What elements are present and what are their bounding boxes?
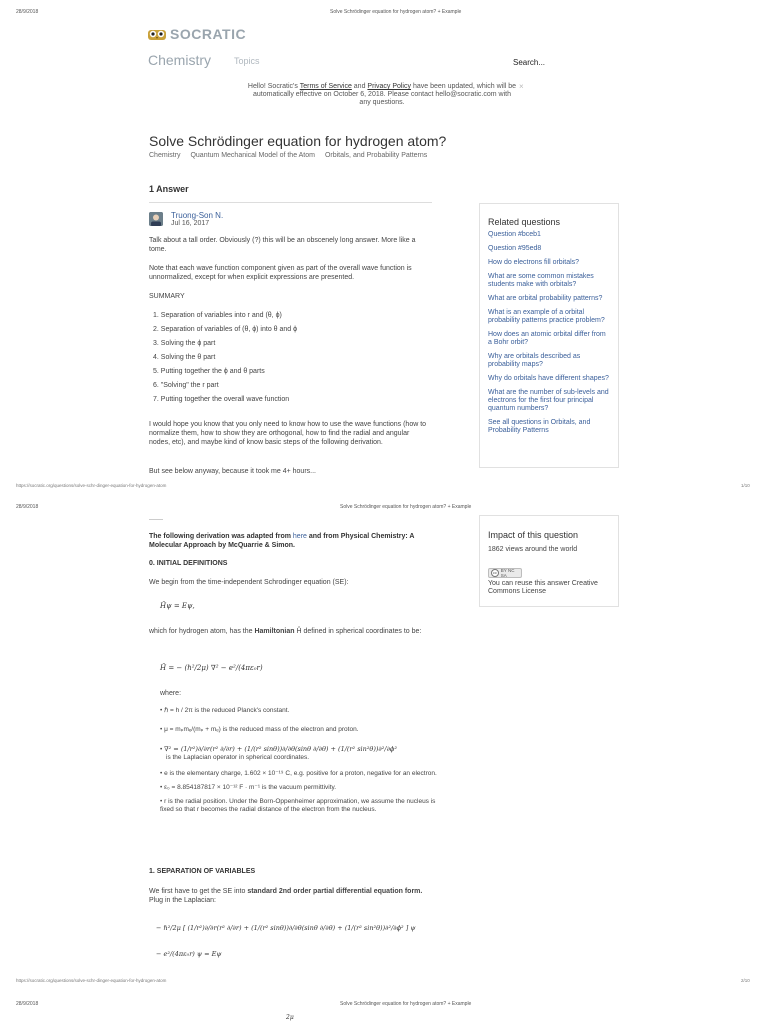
equation-laplacian-se: − ℏ²/2μ [ (1/r²)∂/∂r(r² ∂/∂r) + (1/(r² sinθ))∂/∂θ(sinθ ∂/∂θ) + (1/(r² sin²θ))∂²/∂ϕ² ] ψ <box>156 924 416 932</box>
bullet-text: μ = mₚmₑ/(mₚ + mₑ) is the reduced mass of the electron and proton. <box>164 726 359 733</box>
logo-text: SOCRATIC <box>170 26 247 42</box>
owl-logo-icon <box>148 28 166 40</box>
list-item: 7. Putting together the overall wave function <box>153 396 290 403</box>
crumb-chemistry[interactable]: Chemistry <box>149 152 181 159</box>
list-item: 3. Solving the ϕ part <box>153 340 216 347</box>
answer-paragraph-2: Note that each wave function component given as part of the overall wave function is unnormalized, except for when explicit expressions are presented. <box>149 265 412 281</box>
definition-list <box>160 707 440 814</box>
license-text: You can reuse this answer Creative Commons License <box>488 580 598 595</box>
print-date-3: 28/9/2018 <box>16 1001 39 1007</box>
notice-pre: Hello! Socratic's <box>247 83 300 90</box>
page-number-1: 1/10 <box>741 483 750 488</box>
list-item: 6. "Solving" the r part <box>153 382 219 389</box>
list-item <box>160 754 440 762</box>
hamiltonian-text <box>149 627 432 636</box>
list-item: 4. Solving the θ part <box>153 354 216 361</box>
print-url: https://socratic.org/questions/solve-schr-dinger-equation-for-hydrogen-atom <box>16 483 167 488</box>
here-link[interactable]: here <box>292 533 307 540</box>
list-item: 1. Separation of variables into r and (θ, ϕ) <box>153 312 282 319</box>
answer-date: Jul 16, 2017 <box>171 220 210 227</box>
related-title: Related questions <box>488 217 561 227</box>
section-1-text <box>149 887 432 905</box>
ham-post: Ĥ defined in spherical coordinates to be: <box>294 628 422 635</box>
terms-link[interactable]: Terms of Service <box>299 83 352 90</box>
answer-count: 1 Answer <box>149 184 189 194</box>
notice-and: and <box>351 83 368 90</box>
list-item: • μ = mₚmₑ/(mₚ + mₑ) is the reduced mass of the electron and proton. <box>160 726 359 733</box>
terms-notice <box>247 83 517 107</box>
where-label: where: <box>160 690 182 697</box>
page3-snippet: 2μ <box>286 1014 294 1021</box>
related-link[interactable]: Question #bceb1 <box>488 231 541 238</box>
section-0-heading: 0. INITIAL DEFINITIONS <box>149 560 228 567</box>
sec1-pre: We first have to get the SE into <box>149 888 248 895</box>
print-url-2: https://socratic.org/questions/solve-schr-dinger-equation-for-hydrogen-atom <box>16 978 167 983</box>
crumb-orbitals[interactable]: Orbitals, and Probability Patterns <box>324 152 428 159</box>
subject-link[interactable]: Chemistry <box>148 52 212 68</box>
impact-panel <box>479 515 619 607</box>
bullet-text: e is the elementary charge, 1.602 × 10⁻¹⁹ C, e.g. positive for a proton, negative for an electron. <box>164 770 437 777</box>
section-1-heading: 1. SEPARATION OF VARIABLES <box>149 868 256 875</box>
ham-bold: Hamiltonian <box>254 628 295 635</box>
divider <box>149 202 432 203</box>
list-item: • ℏ = h / 2π is the reduced Planck's constant. <box>160 707 290 714</box>
print-page-title-2: Solve Schrödinger equation for hydrogen atom? + Example <box>340 504 472 510</box>
adapted-note <box>149 532 432 550</box>
author-name[interactable]: Truong-Son N. <box>171 211 224 220</box>
badge-text: BY NC SA <box>500 568 515 578</box>
avatar[interactable] <box>149 212 163 226</box>
summary-heading: SUMMARY <box>149 293 185 300</box>
answer-paragraph-3: I would hope you know that you only need to know how to use the wave functions (how to normalize them, how to show they are orthogonal, how to find the radial and angular nodes, etc), and maybe kind of know basic steps of the following derivation. <box>149 421 427 446</box>
related-link[interactable]: Why do orbitals have different shapes? <box>488 375 609 382</box>
list-item: 2. Separation of variables of (θ, ϕ) into θ and ϕ <box>153 326 298 333</box>
print-page-title: Solve Schrödinger equation for hydrogen atom? + Example <box>330 9 462 15</box>
crumb-quantum-model[interactable]: Quantum Mechanical Model of the Atom <box>190 152 315 159</box>
list-item: • ε₀ = 8.854187817 × 10⁻¹² F · m⁻¹ is the vacuum permittivity. <box>160 784 337 791</box>
page-title: Solve Schrödinger equation for hydrogen atom? <box>149 133 447 149</box>
list-item: • r is the radial position. Under the Born-Oppenheimer approximation, we assume the nucleus is fixed so that r becomes the radial distance of the electron from the nucleus. <box>160 798 436 813</box>
bullet-text: is the Laplacian operator in spherical coordinates. <box>166 754 310 761</box>
ham-pre: which for hydrogen atom, has the <box>149 628 255 635</box>
answer-paragraph-4: But see below anyway, because it took me 4+ hours... <box>149 468 316 475</box>
related-questions-panel <box>479 203 619 468</box>
equation-laplacian-se-2: − e²/(4πε₀r) ψ = Eψ <box>156 950 222 958</box>
page-number-2: 2/10 <box>741 978 750 983</box>
bullet-text: r is the radial position. Under the Born-Oppenheimer approximation, we assume the nucleus is fixed so that r becomes the radial distance of the electron from the nucleus. <box>160 798 436 813</box>
notice-post: have been updated, which will be automatically effective on October 6, 2018. Please contact hello@socratic.com with any questions. <box>253 83 517 106</box>
answer-paragraph-1: Talk about a tall order. Obviously (?) this will be an obscenely long answer. More like a tome. <box>149 237 416 253</box>
sec1-bold: standard 2nd order partial differential equation form. <box>247 888 423 895</box>
list-item: 5. Putting together the ϕ and θ parts <box>153 368 265 375</box>
sec1-post: Plug in the Laplacian: <box>149 897 216 904</box>
related-link[interactable]: How does an atomic orbital differ from a Bohr orbit? <box>488 331 606 346</box>
print-date: 28/9/2018 <box>16 9 39 15</box>
list-item: • ∇² = (1/r²)∂/∂r(r² ∂/∂r) + (1/(r² sinθ))∂/∂θ(sinθ ∂/∂θ) + (1/(r² sin²θ))∂²/∂ϕ² <box>160 745 397 753</box>
adapted-pre: The following derivation was adapted from <box>149 533 293 540</box>
cc-icon: cc <box>492 570 497 575</box>
bullet-text: ε₀ = 8.854187817 × 10⁻¹² F · m⁻¹ is the vacuum permittivity. <box>164 784 337 791</box>
related-link[interactable]: Why are orbitals described as probability maps? <box>488 353 581 368</box>
section-0-text: We begin from the time-independent Schrodinger equation (SE): <box>149 579 349 586</box>
related-link[interactable]: What are some common mistakes students make with orbitals? <box>488 273 594 288</box>
privacy-link[interactable]: Privacy Policy <box>367 83 411 90</box>
topics-link[interactable]: Topics <box>234 56 260 66</box>
summary-list <box>153 309 433 407</box>
equation-se: Ĥψ = Eψ, <box>160 602 195 610</box>
search-input[interactable]: Search... <box>513 58 546 67</box>
socratic-logo[interactable] <box>148 26 246 42</box>
related-link[interactable]: What are orbital probability patterns? <box>488 295 603 302</box>
list-item: • e is the elementary charge, 1.602 × 10⁻¹⁹ C, e.g. positive for a proton, negative for an electron. <box>160 770 437 777</box>
adapted-post: and from Physical Chemistry: A Molecular Approach by McQuarrie & Simon. <box>149 533 415 549</box>
related-link[interactable]: How do electrons fill orbitals? <box>488 259 580 266</box>
print-date-2: 28/9/2018 <box>16 504 39 510</box>
separator-dash: —— <box>149 516 163 523</box>
avatar-icon <box>149 212 163 226</box>
bullet-text: ℏ = h / 2π is the reduced Planck's constant. <box>164 707 290 714</box>
breadcrumb <box>149 152 435 159</box>
equation-hamiltonian: Ĥ = − (ℏ²/2μ) ∇² − e²/(4πε₀r) <box>160 664 263 672</box>
cc-license-badge[interactable] <box>488 568 522 578</box>
close-notice-icon[interactable]: × <box>519 82 524 91</box>
bullet-text: ∇² = (1/r²)∂/∂r(r² ∂/∂r) + (1/(r² sinθ))∂/∂θ(sinθ ∂/∂θ) + (1/(r² sin²θ))∂²/∂ϕ² <box>164 745 397 753</box>
impact-title: Impact of this question <box>488 530 579 540</box>
view-count: 1862 views around the world <box>488 546 578 553</box>
see-all-link[interactable]: See all questions in Orbitals, and Probability Patterns <box>488 419 591 434</box>
related-link[interactable]: What are the number of sub-levels and electrons for the first four principal quantum numbers? <box>488 389 609 412</box>
related-link[interactable]: What is an example of a orbital probability patterns practice problem? <box>488 309 605 324</box>
print-page-title-3: Solve Schrödinger equation for hydrogen atom? + Example <box>340 1001 472 1007</box>
related-link[interactable]: Question #95ed8 <box>488 245 542 252</box>
